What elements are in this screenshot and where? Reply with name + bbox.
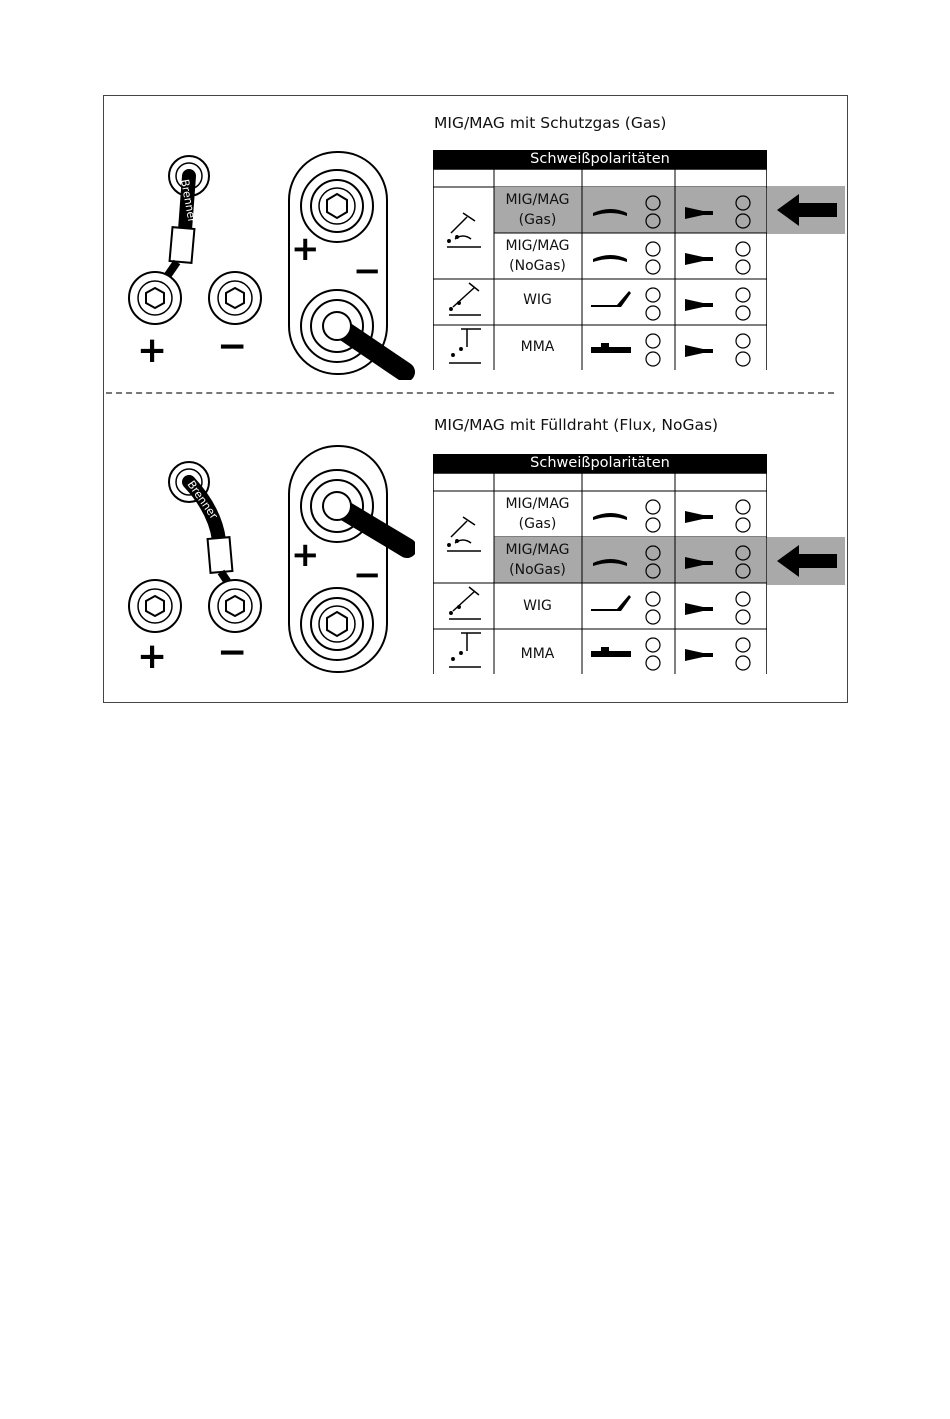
svg-text:−: −: [353, 555, 382, 595]
svg-text:+: +: [137, 636, 168, 677]
svg-text:+: +: [137, 330, 168, 371]
mig-process-icon: [447, 517, 481, 551]
section-title-gas: MIG/MAG mit Schutzgas (Gas): [434, 114, 667, 132]
svg-text:+: +: [291, 535, 320, 575]
svg-text:Brenner: Brenner: [178, 178, 199, 224]
svg-text:−: −: [217, 632, 248, 673]
row-label-mig-nogas: MIG/MAG (NoGas): [505, 238, 570, 274]
svg-text:−: −: [217, 326, 248, 367]
clamp-icon: [685, 511, 713, 661]
arrow-left-icon: [767, 186, 845, 234]
mig-process-icon: [447, 213, 481, 247]
terminal-diagram-flux: [115, 410, 415, 680]
wig-process-icon: [449, 587, 481, 619]
table-header: Schweißpolaritäten: [433, 150, 767, 169]
section-title-flux: MIG/MAG mit Fülldraht (Flux, NoGas): [434, 416, 719, 434]
svg-text:Brenner: Brenner: [184, 478, 221, 522]
row-label-mig-nogas: MIG/MAG (NoGas): [505, 542, 570, 578]
row-label-mma: MMA: [520, 646, 555, 662]
row-label-mig-gas: MIG/MAG (Gas): [505, 192, 570, 228]
terminal-diagram-gas: [115, 110, 415, 380]
row-label-mig-gas: MIG/MAG (Gas): [505, 496, 570, 532]
row-label-wig: WIG: [523, 292, 552, 308]
mma-process-icon: [449, 329, 481, 363]
wig-process-icon: [449, 283, 481, 315]
table-header: Schweißpolaritäten: [433, 454, 767, 473]
arrow-left-icon: [767, 537, 845, 585]
svg-text:−: −: [353, 251, 382, 291]
table-grid: [433, 169, 767, 370]
table-grid: [433, 473, 767, 674]
svg-text:+: +: [291, 229, 320, 269]
torch-icon: [591, 513, 631, 657]
row-label-mma: MMA: [520, 339, 555, 355]
mma-process-icon: [449, 633, 481, 667]
section-divider: [106, 392, 834, 394]
socket-icon: [646, 500, 750, 670]
row-label-wig: WIG: [523, 598, 552, 614]
